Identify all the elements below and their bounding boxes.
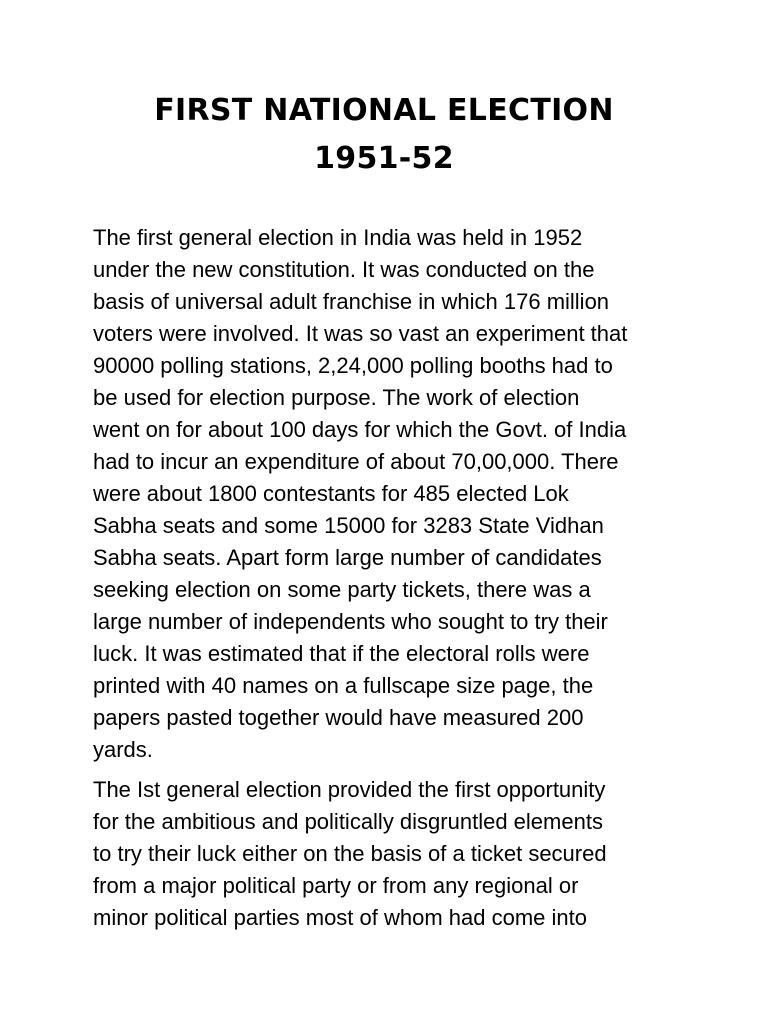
paragraph-line: yards. — [93, 737, 153, 762]
paragraph-line: basis of universal adult franchise in which 176 million — [93, 289, 610, 314]
paragraph-line: minor political parties most of whom had come into — [93, 905, 587, 930]
paragraph-1 — [93, 222, 688, 766]
paragraph-2 — [93, 774, 688, 934]
paragraph-line: Sabha seats. Apart form large number of candidates — [93, 545, 602, 570]
paragraph-line: went on for about 100 days for which the Govt. of India — [93, 417, 627, 442]
paragraph-line: seeking election on some party tickets, there was a — [93, 577, 591, 602]
paragraph-line: papers pasted together would have measured 200 — [93, 705, 584, 730]
paragraph-line: The Ist general election provided the first opportunity — [93, 777, 606, 802]
paragraph-line: for the ambitious and politically disgruntled elements — [93, 809, 603, 834]
paragraph-line: luck. It was estimated that if the electoral rolls were — [93, 641, 590, 666]
paragraph-line: under the new constitution. It was conducted on the — [93, 257, 595, 282]
document-title-line-2: 1951-52 — [314, 141, 454, 176]
paragraph-line: to try their luck either on the basis of a ticket secured — [93, 841, 607, 866]
paragraph-line: The first general election in India was held in 1952 — [93, 225, 583, 250]
paragraph-line: large number of independents who sought to try their — [93, 609, 608, 634]
paragraph-line: were about 1800 contestants for 485 elected Lok — [93, 481, 569, 506]
paragraph-line: had to incur an expenditure of about 70,00,000. There — [93, 449, 619, 474]
paragraph-line: Sabha seats and some 15000 for 3283 State Vidhan — [93, 513, 604, 538]
paragraph-line: from a major political party or from any regional or — [93, 873, 579, 898]
paragraph-line: voters were involved. It was so vast an experiment that — [93, 321, 628, 346]
document-title-line-1: FIRST NATIONAL ELECTION — [154, 93, 614, 128]
paragraph-line: 90000 polling stations, 2,24,000 polling booths had to — [93, 353, 613, 378]
paragraph-line: be used for election purpose. The work of election — [93, 385, 580, 410]
paragraph-line: printed with 40 names on a fullscape size page, the — [93, 673, 594, 698]
